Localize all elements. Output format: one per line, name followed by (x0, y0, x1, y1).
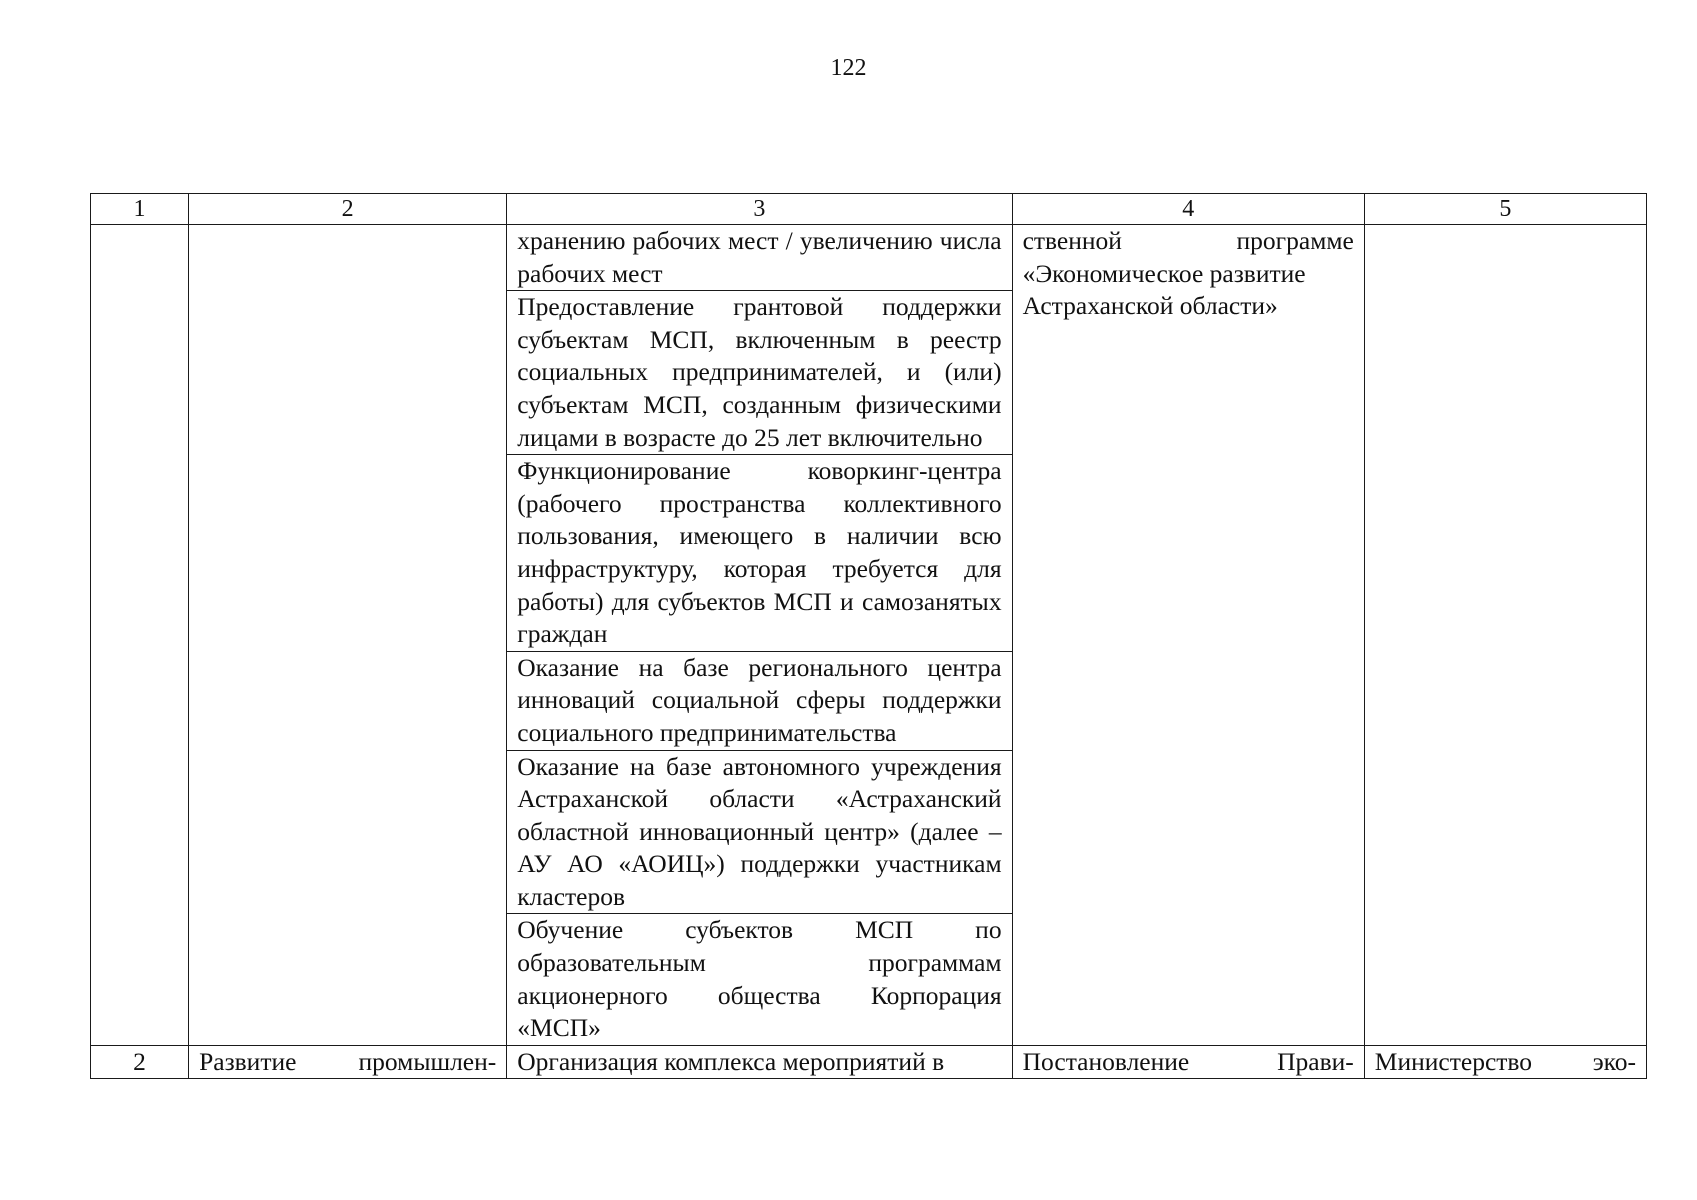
cell-measure (507, 1045, 1012, 1079)
header-col-5: 5 (1364, 194, 1646, 225)
cell-responsible (1364, 1045, 1646, 1079)
cell-row-number: 2 (91, 1045, 189, 1079)
legal-basis-first-line (1023, 225, 1354, 258)
legal-act-word-left: Постановление (1022, 1046, 1190, 1076)
responsible-word-right: эко- (1592, 1046, 1636, 1076)
legal-basis-word-right: программе (1236, 226, 1354, 255)
cell-direction (189, 1045, 507, 1079)
measure-item: Функционирование коворкинг-центра (рабочего пространства коллективного пользования, имеющего в наличии всю инфраструктуру, которая требуется для работы) для субъектов МСП и самозанятых граждан (507, 455, 1011, 652)
measure-text: Организация комплекса мероприятий в (517, 1046, 945, 1076)
cell-measures (507, 225, 1012, 1046)
header-col-1: 1 (91, 194, 189, 225)
measure-item: Оказание на базе регионального центра инноваций социальной сферы поддержки социального предпринимательства (507, 652, 1011, 751)
table-row-2 (91, 1045, 1647, 1079)
measure-item: Оказание на базе автономного учреждения Астраханской области «Астраханский областной инновационный центр» (далее – АУ АО «АОИЦ») поддержки участникам кластеров (507, 751, 1011, 915)
measure-item: Предоставление грантовой поддержки субъектам МСП, включенным в реестр социальных предпринимателей, и (или) субъектам МСП, созданным физическими лицами в возрасте до 25 лет включительно (507, 291, 1011, 455)
table-row-continuation (91, 225, 1647, 1046)
legal-basis-programme-name: «Экономическое развитие Астраханской области» (1022, 258, 1306, 321)
table-header-row (91, 194, 1647, 225)
direction-word-right: промышлен- (358, 1046, 497, 1076)
cell-responsible-empty (1364, 225, 1646, 1046)
legal-basis-text (1013, 225, 1364, 323)
header-col-3: 3 (507, 194, 1012, 225)
measures-list (507, 225, 1011, 1045)
responsible-word-left: Министерство (1374, 1046, 1533, 1076)
legal-basis-word-left: ственной (1022, 226, 1122, 255)
cell-legal-basis (1012, 225, 1364, 1046)
cell-number-empty (91, 225, 189, 1046)
programme-table (90, 193, 1647, 1079)
measure-item: хранению рабочих мест / увеличению числа рабочих мест (507, 225, 1011, 291)
cell-legal-act (1012, 1045, 1364, 1079)
cell-direction-empty (189, 225, 507, 1046)
measure-item: Обучение субъектов МСП по образовательным программам акционерного общества Корпорация «МСП» (517, 915, 1002, 1043)
header-col-4: 4 (1012, 194, 1364, 225)
page-number: 122 (830, 55, 867, 81)
header-col-2: 2 (189, 194, 507, 225)
direction-word-left: Развитие (199, 1046, 297, 1076)
legal-act-word-right: Прави- (1277, 1046, 1354, 1076)
